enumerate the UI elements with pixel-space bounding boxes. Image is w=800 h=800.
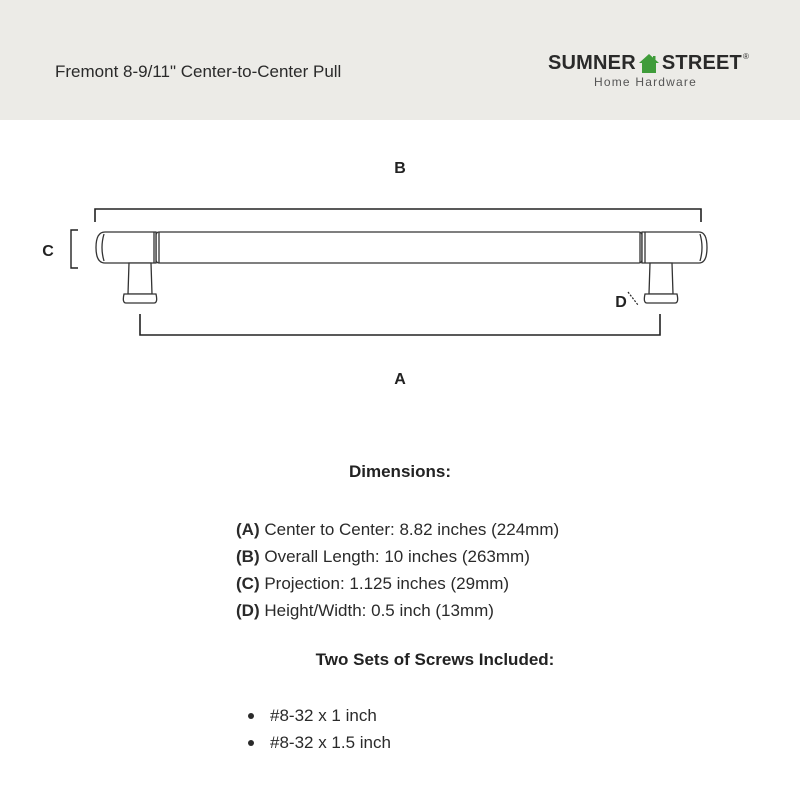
brand-logo <box>548 52 760 89</box>
dimension-text: Overall Length: 10 inches (263mm) <box>264 547 530 566</box>
dimension-key: (C) <box>236 574 260 593</box>
dimensions-list <box>236 516 559 624</box>
pull-dimension-drawing <box>0 140 800 400</box>
dimension-item-a <box>236 516 559 543</box>
house-icon <box>638 53 660 74</box>
brand-name-right: STREET <box>661 52 742 74</box>
dimension-item-d <box>236 597 559 624</box>
screw-item: #8-32 x 1 inch <box>246 702 391 729</box>
dimension-item-b <box>236 543 559 570</box>
bracket-b <box>95 209 701 222</box>
dimension-key: (A) <box>236 520 260 539</box>
pull-handle <box>96 232 707 303</box>
product-title: Fremont 8-9/11" Center-to-Center Pull <box>55 62 342 81</box>
registered-mark: ® <box>742 52 750 61</box>
pointer-d <box>628 292 638 305</box>
header-bar <box>0 0 800 120</box>
dimension-text: Projection: 1.125 inches (29mm) <box>264 574 510 593</box>
label-a: A <box>394 371 406 388</box>
brand-tagline: Home Hardware <box>594 75 697 89</box>
label-b: B <box>394 160 406 177</box>
dimension-item-c <box>236 570 559 597</box>
dimension-text: Height/Width: 0.5 inch (13mm) <box>264 601 494 620</box>
label-d: D <box>615 294 627 311</box>
label-c: C <box>42 243 54 260</box>
dimension-key: (D) <box>236 601 260 620</box>
screw-item: #8-32 x 1.5 inch <box>246 729 391 756</box>
dimension-text: Center to Center: 8.82 inches (224mm) <box>264 520 560 539</box>
screws-list <box>246 702 391 756</box>
brand-name-left: SUMNER <box>548 52 636 74</box>
dimension-key: (B) <box>236 547 260 566</box>
bracket-c <box>71 230 78 268</box>
dimensions-heading: Dimensions: <box>348 462 452 481</box>
screws-heading: Two Sets of Screws Included: <box>315 650 555 669</box>
bracket-a <box>140 314 660 335</box>
